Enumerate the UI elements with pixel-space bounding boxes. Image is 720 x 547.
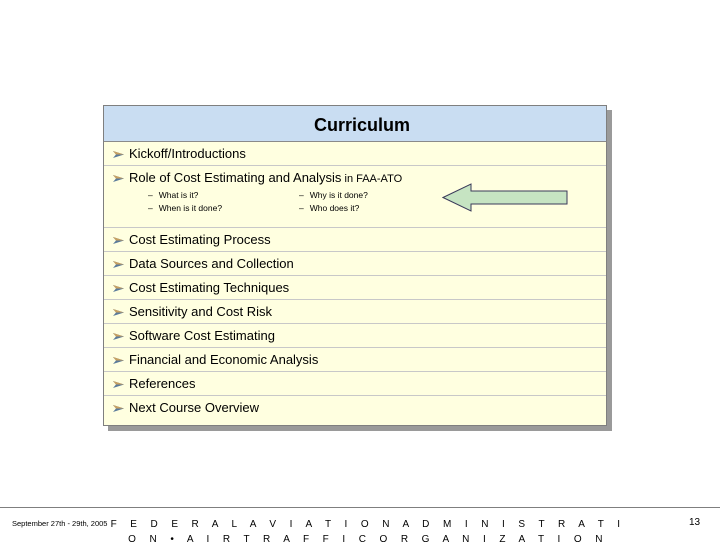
bullet-icon — [113, 380, 124, 389]
sub-item: – Who does it? — [299, 203, 360, 213]
sub-item-label: When is it done? — [158, 203, 223, 213]
sub-item-label: Who does it? — [309, 203, 360, 213]
bullet-icon — [113, 356, 124, 365]
footer-organization: F E D E R A L A V I A T I O N A D M I N I S T R A T I O N • A I R T R A F F I C O R G A N I Z A T I O N — [110, 519, 626, 545]
table-title: Curriculum — [313, 115, 410, 135]
bullet-icon — [113, 236, 124, 245]
sub-item: – What is it? — [148, 190, 199, 200]
bullet-icon — [113, 404, 124, 413]
list-item-label: Sensitivity and Cost Risk — [129, 304, 273, 319]
sub-item-label: Why is it done? — [309, 190, 368, 200]
sub-item-label: What is it? — [158, 190, 199, 200]
list-item-label-main: Role of Cost Estimating and Analysis — [129, 170, 342, 185]
list-item-label: Data Sources and Collection — [129, 256, 294, 271]
left-arrow-icon — [442, 183, 569, 212]
list-item-label: Software Cost Estimating — [129, 328, 275, 343]
list-item-label: Cost Estimating Process — [129, 232, 271, 247]
bullet-icon — [113, 260, 124, 269]
list-item-label: Kickoff/Introductions — [129, 146, 246, 161]
list-item-label: References — [129, 376, 196, 391]
list-item — [104, 348, 606, 372]
sub-item: – Why is it done? — [299, 190, 368, 200]
bullet-icon — [113, 332, 124, 341]
footer-date: September 27th - 29th, 2005 — [12, 519, 108, 528]
bullet-icon — [113, 174, 124, 183]
list-item-label: Financial and Economic Analysis — [129, 352, 319, 367]
table-header — [104, 106, 606, 142]
page-number: 13 — [689, 517, 701, 528]
footer-divider — [0, 507, 720, 508]
list-item-label: Cost Estimating Techniques — [129, 280, 290, 295]
list-item — [104, 324, 606, 348]
list-item — [104, 300, 606, 324]
list-item-label: Next Course Overview — [129, 400, 260, 415]
list-item — [104, 252, 606, 276]
list-item-label — [129, 170, 402, 185]
bullet-icon — [113, 284, 124, 293]
list-item — [104, 372, 606, 396]
list-item — [104, 396, 606, 420]
curriculum-table — [103, 105, 607, 426]
list-item — [104, 276, 606, 300]
bullet-icon — [113, 308, 124, 317]
bullet-icon — [113, 150, 124, 159]
list-item — [104, 142, 606, 166]
list-item-label-suffix: in FAA-ATO — [341, 173, 403, 185]
sub-item: – When is it done? — [148, 203, 223, 213]
list-item — [104, 228, 606, 252]
